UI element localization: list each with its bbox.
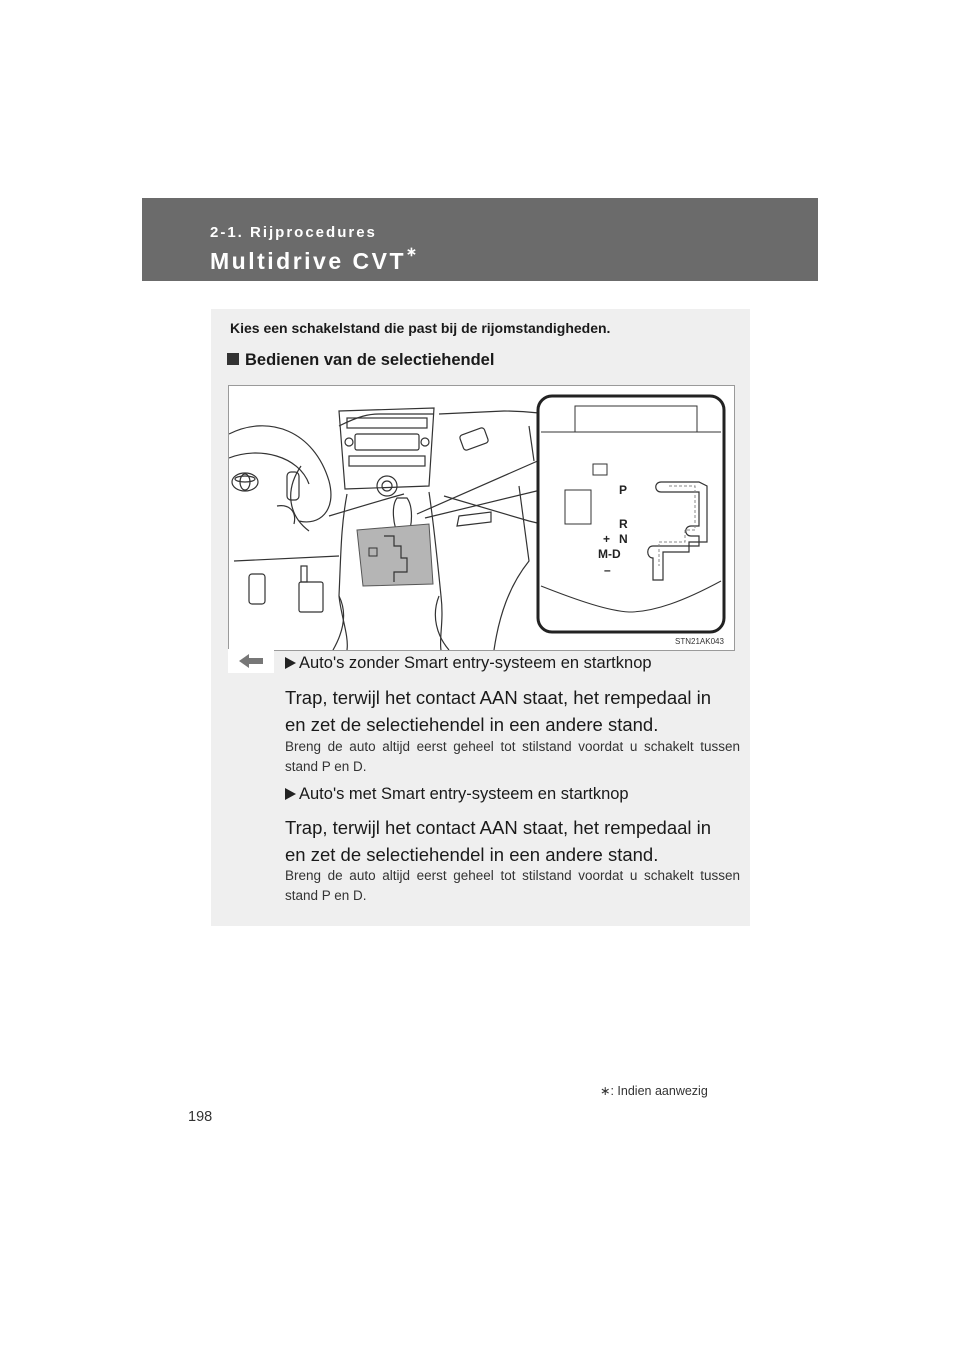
- footnote: [600, 1083, 708, 1098]
- page-title: [210, 244, 417, 275]
- option-label-without-smart-entry: Auto's zonder Smart entry-systeem en startknop: [285, 654, 652, 673]
- subheading: [227, 351, 494, 370]
- square-bullet-icon: [227, 353, 239, 365]
- section-label: 2-1. Rijprocedures: [210, 224, 377, 241]
- gate-label-n: N: [619, 532, 628, 546]
- footnote-text: : Indien aanwezig: [610, 1084, 708, 1098]
- option-label-with-smart-entry: Auto's met Smart entry-systeem en startknop: [285, 785, 629, 804]
- page-header: [142, 198, 818, 281]
- footnote-asterisk: ∗: [600, 1084, 611, 1098]
- option-note-with-smart-entry: Breng de auto altijd eerst geheel tot stilstand voordat u schakelt tussen stand P en D.: [285, 868, 740, 903]
- content-panel: [211, 309, 750, 926]
- option-body-without-smart-entry: Trap, terwijl het contact AAN staat, het rempedaal in en zet de selectiehendel in een andere stand.: [285, 687, 712, 735]
- gate-label-plus: +: [603, 532, 611, 546]
- option-note-without-smart-entry: Breng de auto altijd eerst geheel tot stilstand voordat u schakelt tussen stand P en D.: [285, 739, 740, 774]
- gate-label-r: R: [619, 517, 628, 531]
- gate-label-p: P: [619, 483, 628, 497]
- figure-code: STN21AK043: [675, 637, 724, 646]
- shift-lever-illustration: [228, 385, 735, 651]
- gate-label-m-d: M-D: [598, 547, 621, 561]
- page-number: 198: [188, 1109, 213, 1125]
- intro-text: Kies een schakelstand die past bij de rijomstandigheden.: [230, 320, 611, 336]
- title-text: Multidrive CVT: [210, 248, 407, 274]
- zoom-inset: [538, 396, 724, 632]
- back-arrow-box: [228, 649, 274, 673]
- shift-gate-area: [357, 524, 433, 586]
- triangle-bullet-icon: [285, 657, 296, 669]
- triangle-bullet-icon: [285, 788, 296, 800]
- left-arrow-icon: [228, 649, 274, 673]
- title-asterisk: ∗: [406, 244, 417, 260]
- gate-label-minus: –: [604, 563, 611, 577]
- subheading-text: Bedienen van de selectiehendel: [245, 351, 495, 369]
- illustration-svg: [229, 386, 734, 650]
- option-body-with-smart-entry: Trap, terwijl het contact AAN staat, het rempedaal in en zet de selectiehendel in een andere stand.: [285, 817, 712, 865]
